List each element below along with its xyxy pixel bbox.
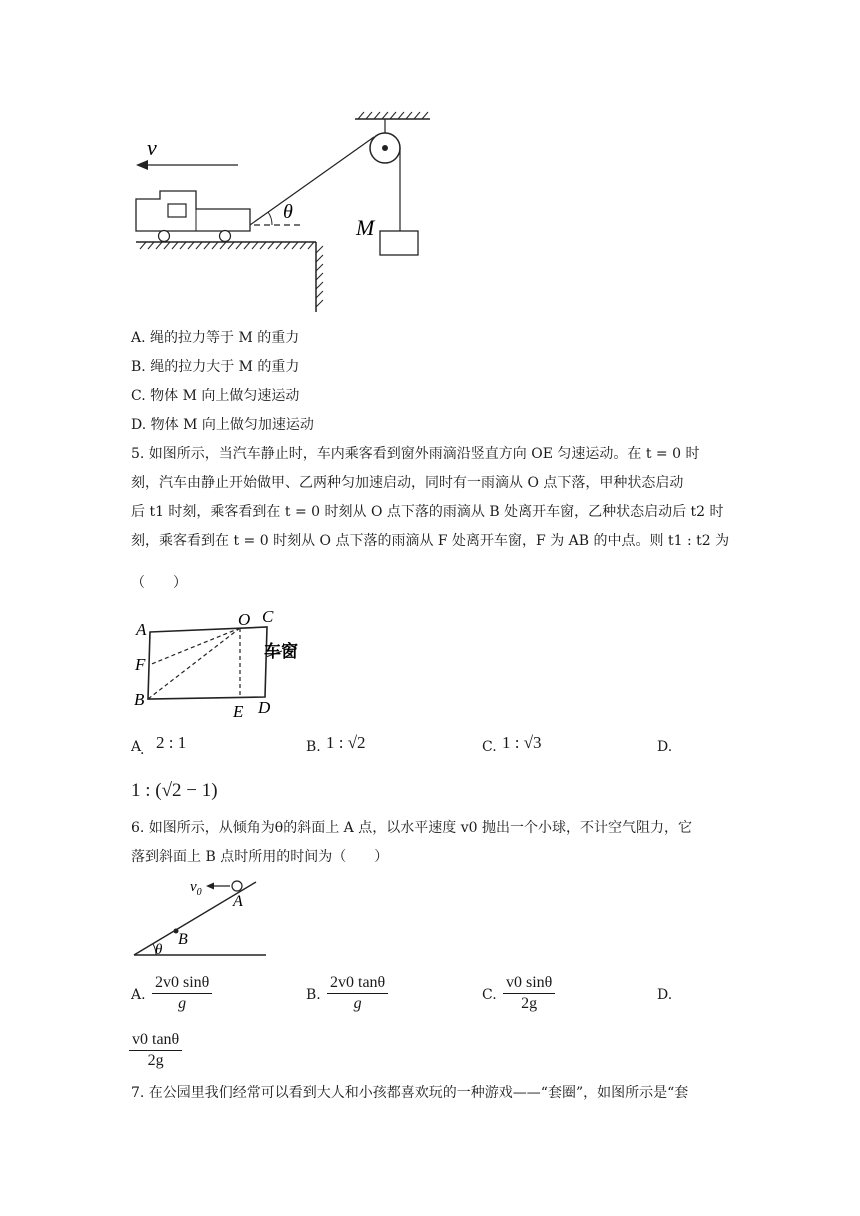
q5-option-d-value: 1 : (√2 − 1) [131, 780, 218, 801]
q6-option-c-label[interactable]: C. [482, 987, 497, 1003]
q4-option-b[interactable]: B. 绳的拉力大于 M 的重力 [131, 359, 300, 375]
q6-option-a-denominator: g [178, 995, 187, 1012]
q5-option-c-value: 1 : √3 [502, 733, 542, 752]
mass-label: M [356, 215, 375, 240]
q6-stem-line-2: 落到斜面上 B 点时所用的时间为（ ） [131, 849, 389, 865]
q5-option-a-label[interactable]: A [131, 739, 142, 755]
theta-label: θ [155, 942, 163, 958]
velocity-label: v [147, 135, 157, 160]
q6-option-d-numerator: v0 tanθ [129, 1030, 182, 1051]
q6-stem-line-1: 6. 如图所示，从倾角为θ的斜面上 A 点，以水平速度 v0 抛出一个小球，不计空气阻力，它 [131, 820, 692, 836]
q4-figure [120, 105, 450, 320]
q6-option-d-label[interactable]: D. [657, 987, 673, 1003]
point-o-label: O [238, 610, 251, 629]
q4-option-d[interactable]: D. 物体 M 向上做匀加速运动 [131, 417, 314, 433]
q5-option-a-value: 2 : 1 [156, 733, 187, 752]
point-c-label: C [262, 607, 274, 626]
q5-stem-line-5: （ ） [131, 575, 187, 591]
q6-option-c-denominator: 2g [521, 995, 538, 1012]
q5-option-d-label[interactable]: D. [657, 739, 673, 755]
q6-option-c-numerator: v0 sinθ [503, 973, 555, 994]
q5-option-b-label[interactable]: B. [306, 739, 321, 755]
point-d-label: D [258, 698, 271, 717]
q4-option-a[interactable]: A. 绳的拉力等于 M 的重力 [131, 330, 300, 346]
q6-option-b-fraction [327, 973, 388, 1014]
q5-stem-line-1: 5. 如图所示，当汽车静止时，车内乘客看到窗外雨滴沿竖直方向 OE 匀速运动。在 t = 0 时 [131, 446, 700, 462]
point-b-label: B [178, 931, 188, 948]
point-b-label: B [134, 690, 145, 709]
q6-option-d-fraction [129, 1030, 182, 1071]
v0-label: $v_0$ [190, 879, 202, 898]
q6-option-b-numerator: 2v0 tanθ [327, 973, 388, 994]
q6-option-a-numerator: 2v0 sinθ [152, 973, 212, 994]
point-e-label: E [233, 702, 244, 721]
mass-block [380, 231, 418, 255]
point-f-label: F [135, 655, 146, 674]
q6-incline-figure [130, 872, 270, 962]
q6-option-a-fraction [152, 973, 212, 1014]
q6-option-c-fraction [503, 973, 555, 1014]
point-a-label: A [233, 893, 243, 910]
q5-stem-line-4: 刻，乘客看到在 t = 0 时刻从 O 点下落的雨滴从 F 处离开车窗，F 为 AB 的中点。则 t1 : t2 为 [131, 533, 730, 549]
q6-option-b-denominator: g [353, 995, 362, 1012]
q6-option-a-label[interactable]: A. [131, 987, 146, 1003]
q5-option-c-label[interactable]: C. [482, 739, 497, 755]
q5-stem-line-3: 后 t1 时刻，乘客看到在 t = 0 时刻从 O 点下落的雨滴从 B 处离开车窗，乙种状态启动后 t2 时 [131, 504, 724, 520]
point-a-label: A [136, 620, 147, 639]
q7-stem-line-1: 7. 在公园里我们经常可以看到大人和小孩都喜欢玩的一种游戏——“套圈”，如图所示是“套 [131, 1085, 689, 1101]
q5-option-a-dot: . [140, 742, 145, 758]
q5-stem-line-2: 刻，汽车由静止开始做甲、乙两种匀加速启动，同时有一雨滴从 O 点下落，甲种状态启动 [131, 475, 684, 491]
q4-option-c[interactable]: C. 物体 M 向上做匀速运动 [131, 388, 300, 404]
q6-option-d-denominator: 2g [147, 1052, 164, 1069]
window-label: 车窗 [264, 642, 298, 662]
q6-option-b-label[interactable]: B. [306, 987, 321, 1003]
theta-label: θ [283, 201, 293, 223]
q5-window-figure [130, 605, 330, 720]
q5-option-b-value: 1 : √2 [326, 733, 366, 752]
